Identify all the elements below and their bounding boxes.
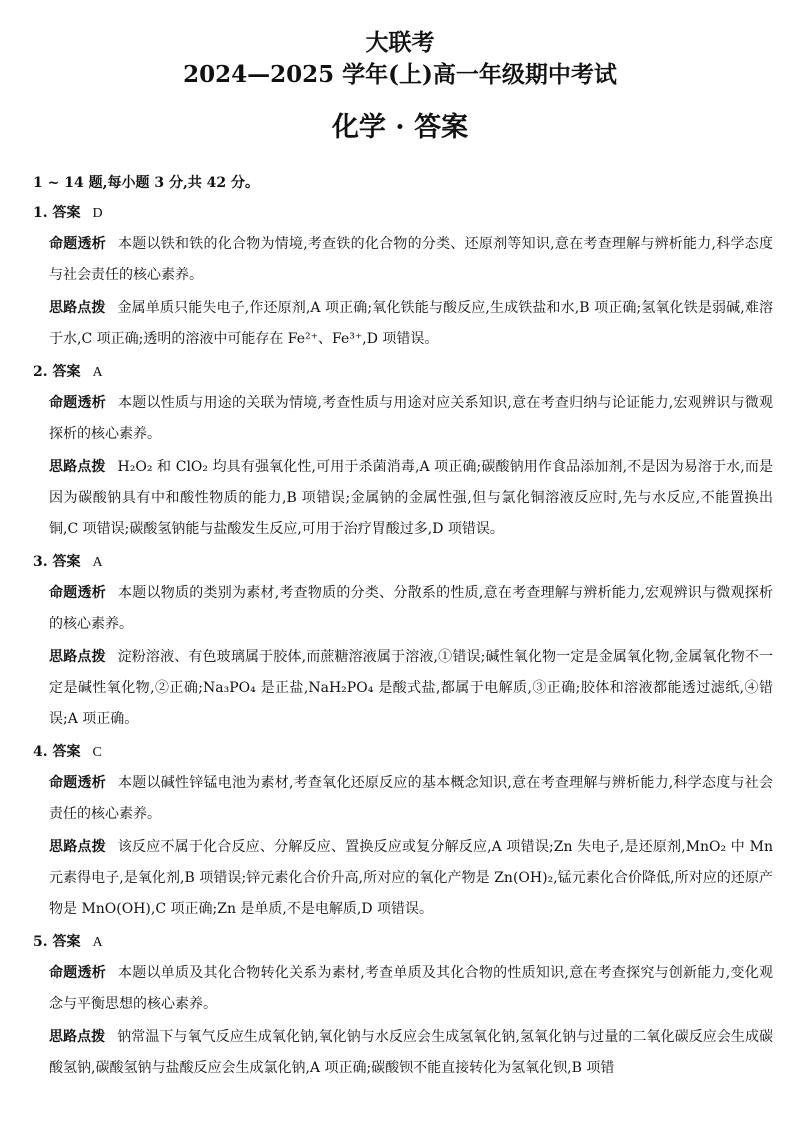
question-number: 4. 答案 xyxy=(33,744,81,760)
analysis-text: 本题以性质与用途的关联为情境,考查性质与用途对应关系知识,意在考查归纳与论证能力,宏观辨识与微观探析的核心素养。 xyxy=(49,395,773,442)
hint-label: 思路点拨 xyxy=(49,459,106,475)
exam-title: 2024—2025 学年(上)高一年级期中考试 xyxy=(183,61,617,88)
answer-letter: A xyxy=(92,365,103,380)
hint-text: 钠常温下与氧气反应生成氧化钠,氧化钠与水反应会生成氢氧化钠,氢氧化钠与过量的二氧化碳反应会生成碳酸氢钠,碳酸氢钠与盐酸反应会生成氯化钠,A 项正确;碳酸钡不能直接转化为氢氧化钡,B 项错 xyxy=(49,1029,773,1076)
question-2-hint xyxy=(33,452,773,545)
answer-content xyxy=(33,170,773,1086)
analysis-text: 本题以铁和铁的化合物为情境,考查铁的化合物的分类、还原剂等知识,意在考查理解与辨析能力,科学态度与社会责任的核心素养。 xyxy=(49,236,773,283)
hint-label: 思路点拨 xyxy=(49,1029,106,1045)
question-1-analysis xyxy=(33,229,773,291)
analysis-label: 命题透析 xyxy=(49,236,106,252)
question-5-heading xyxy=(33,929,773,956)
hint-label: 思路点拨 xyxy=(49,300,106,316)
answer-letter: D xyxy=(92,206,103,221)
hint-text: 金属单质只能失电子,作还原剂,A 项正确;氧化铁能与酸反应,生成铁盐和水,B 项正确;氢氧化铁是弱碱,难溶于水,C 项正确;透明的溶液中可能存在 Fe²⁺、Fe³⁺,D 项错误。 xyxy=(49,300,774,347)
question-number: 3. 答案 xyxy=(33,554,81,570)
question-2-analysis xyxy=(33,388,773,450)
answer-letter: A xyxy=(92,935,103,950)
question-3-hint xyxy=(33,642,773,735)
answer-letter: A xyxy=(92,555,103,570)
subject-title: 化学 · 答案 xyxy=(331,112,469,143)
hint-label: 思路点拨 xyxy=(49,839,106,855)
analysis-label: 命题透析 xyxy=(49,585,106,601)
analysis-text: 本题以物质的类别为素材,考查物质的分类、分散系的性质,意在考查理解与辨析能力,宏观辨识与微观探析的核心素养。 xyxy=(49,585,773,632)
question-number: 1. 答案 xyxy=(33,205,81,221)
question-number: 5. 答案 xyxy=(33,934,81,950)
scoring-intro: 1 ~ 14 题,每小题 3 分,共 42 分。 xyxy=(33,175,260,191)
question-1-hint xyxy=(33,293,773,355)
exam-series-title: 大联考 xyxy=(365,29,435,56)
analysis-label: 命题透析 xyxy=(49,775,106,791)
question-4-analysis xyxy=(33,768,773,830)
question-1-heading xyxy=(33,200,773,227)
hint-text: 该反应不属于化合反应、分解反应、置换反应或复分解反应,A 项错误;Zn 失电子,是还原剂,MnO₂ 中 Mn 元素得电子,是氧化剂,B 项错误;锌元素化合价升高,所对应的氧化产物是 Zn(OH)₂,锰元素化合价降低,所对应的还原产物是 MnO(OH),C 项正确;Zn 是单质,不是电解质,D 项错误。 xyxy=(49,839,774,917)
question-5-analysis xyxy=(33,958,773,1020)
question-2-heading xyxy=(33,359,773,386)
question-4-heading xyxy=(33,739,773,766)
question-3-analysis xyxy=(33,578,773,640)
hint-text: H₂O₂ 和 ClO₂ 均具有强氧化性,可用于杀菌消毒,A 项正确;碳酸钠用作食品添加剂,不是因为易溶于水,而是因为碳酸钠具有中和酸性物质的能力,B 项错误;金属钠的金属性强,但与氯化铜溶液反应时,先与水反应,不能置换出铜,C 项错误;碳酸氢钠能与盐酸发生反应,可用于治疗胃酸过多,D 项错误。 xyxy=(49,459,774,537)
analysis-label: 命题透析 xyxy=(49,965,106,981)
question-3-heading xyxy=(33,549,773,576)
question-5-hint xyxy=(33,1022,773,1084)
analysis-label: 命题透析 xyxy=(49,395,106,411)
hint-label: 思路点拨 xyxy=(49,649,106,665)
hint-text: 淀粉溶液、有色玻璃属于胶体,而蔗糖溶液属于溶液,①错误;碱性氧化物一定是金属氧化物,金属氧化物不一定是碱性氧化物,②正确;Na₃PO₄ 是正盐,NaH₂PO₄ 是酸式盐,都属于电解质,③正确;胶体和溶液都能透过滤纸,④错误;A 项正确。 xyxy=(49,649,773,727)
answer-letter: C xyxy=(92,745,102,760)
analysis-text: 本题以单质及其化合物转化关系为素材,考查单质及其化合物的性质知识,意在考查探究与创新能力,变化观念与平衡思想的核心素养。 xyxy=(49,965,773,1012)
question-number: 2. 答案 xyxy=(33,364,81,380)
question-4-hint xyxy=(33,832,773,925)
analysis-text: 本题以碱性锌锰电池为素材,考查氧化还原反应的基本概念知识,意在考查理解与辨析能力,科学态度与社会责任的核心素养。 xyxy=(49,775,773,822)
